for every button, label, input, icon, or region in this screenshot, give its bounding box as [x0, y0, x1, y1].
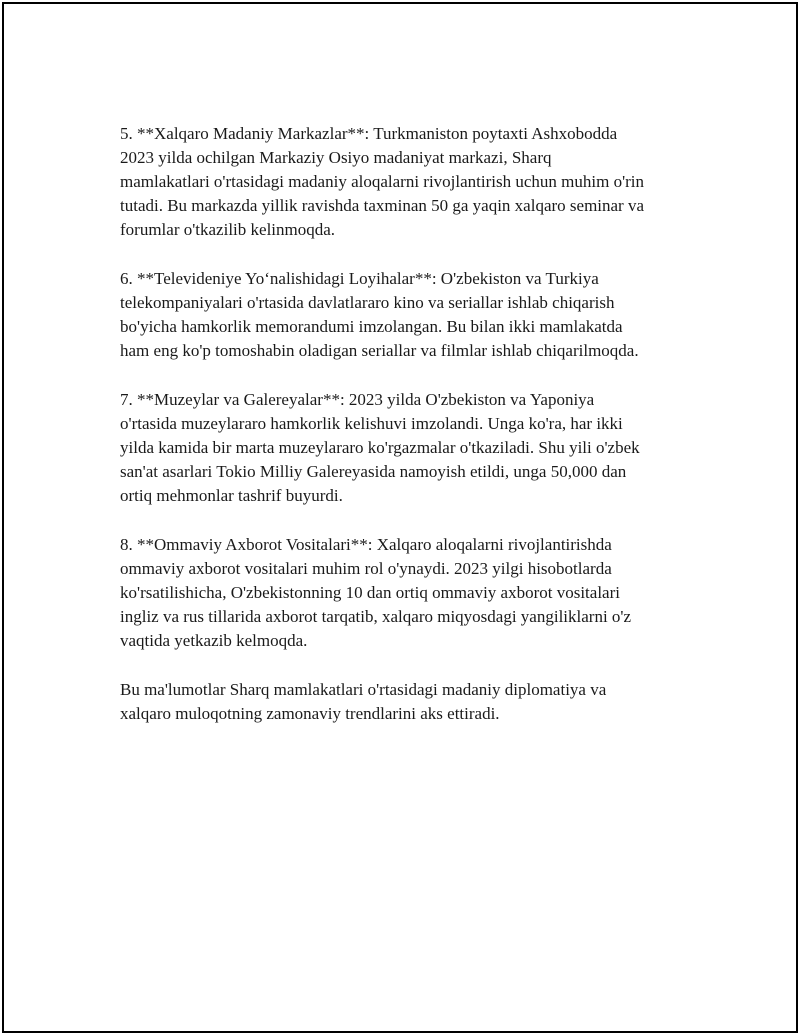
text-line: vaqtida yetkazib kelmoqda. [120, 631, 308, 650]
text-line: 6. **Televideniye Yoʻnalishidagi Loyihalar**: O'zbekiston va Turkiya [120, 269, 599, 288]
paragraph-international-cultural-centers [120, 122, 700, 242]
text-line: forumlar o'tkazilib kelinmoqda. [120, 220, 336, 239]
text-line: telekompaniyalari o'rtasida davlatlararo kino va seriallar ishlab chiqarish [120, 293, 615, 312]
text-line: mamlakatlari o'rtasidagi madaniy aloqalarni rivojlantirish uchun muhim o'rin [120, 172, 645, 191]
text-line: ham eng ko'p tomoshabin oladigan seriallar va filmlar ishlab chiqarilmoqda. [120, 341, 639, 360]
text-line: o'rtasida muzeylararo hamkorlik kelishuvi imzolandi. Unga ko'ra, har ikki [120, 414, 623, 433]
text-line: yilda kamida bir marta muzeylararo ko'rgazmalar o'tkaziladi. Shu yili o'zbek [120, 438, 640, 457]
document-page [2, 2, 798, 1033]
paragraph-museums-galleries [120, 388, 700, 508]
text-line: ingliz va rus tillarida axborot tarqatib, xalqaro miqyosdagi yangiliklarni o'z [120, 607, 632, 626]
text-line: bo'yicha hamkorlik memorandumi imzolangan. Bu bilan ikki mamlakatda [120, 317, 623, 336]
text-line: tutadi. Bu markazda yillik ravishda taxminan 50 ga yaqin xalqaro seminar va [120, 196, 645, 215]
text-line: 5. **Xalqaro Madaniy Markazlar**: Turkmaniston poytaxti Ashxobodda [120, 124, 618, 143]
text-line: san'at asarlari Tokio Milliy Galereyasida namoyish etildi, unga 50,000 dan [120, 462, 627, 481]
paragraph-television-projects [120, 267, 700, 363]
text-line: 8. **Ommaviy Axborot Vositalari**: Xalqaro aloqalarni rivojlantirishda [120, 535, 612, 554]
text-line: ko'rsatilishicha, O'zbekistonning 10 dan ortiq ommaviy axborot vositalari [120, 583, 620, 602]
text-line: Bu ma'lumotlar Sharq mamlakatlari o'rtasidagi madaniy diplomatiya va [120, 680, 607, 699]
text-line: 7. **Muzeylar va Galereyalar**: 2023 yilda O'zbekiston va Yaponiya [120, 390, 595, 409]
paragraph-mass-media [120, 533, 700, 653]
text-line: ommaviy axborot vositalari muhim rol o'ynaydi. 2023 yilgi hisobotlarda [120, 559, 612, 578]
text-line: ortiq mehmonlar tashrif buyurdi. [120, 486, 343, 505]
text-line: xalqaro muloqotning zamonaviy trendlarini aks ettiradi. [120, 704, 500, 723]
text-line: 2023 yilda ochilgan Markaziy Osiyo madaniyat markazi, Sharq [120, 148, 552, 167]
paragraph-conclusion [120, 678, 700, 726]
document-body [120, 122, 700, 751]
